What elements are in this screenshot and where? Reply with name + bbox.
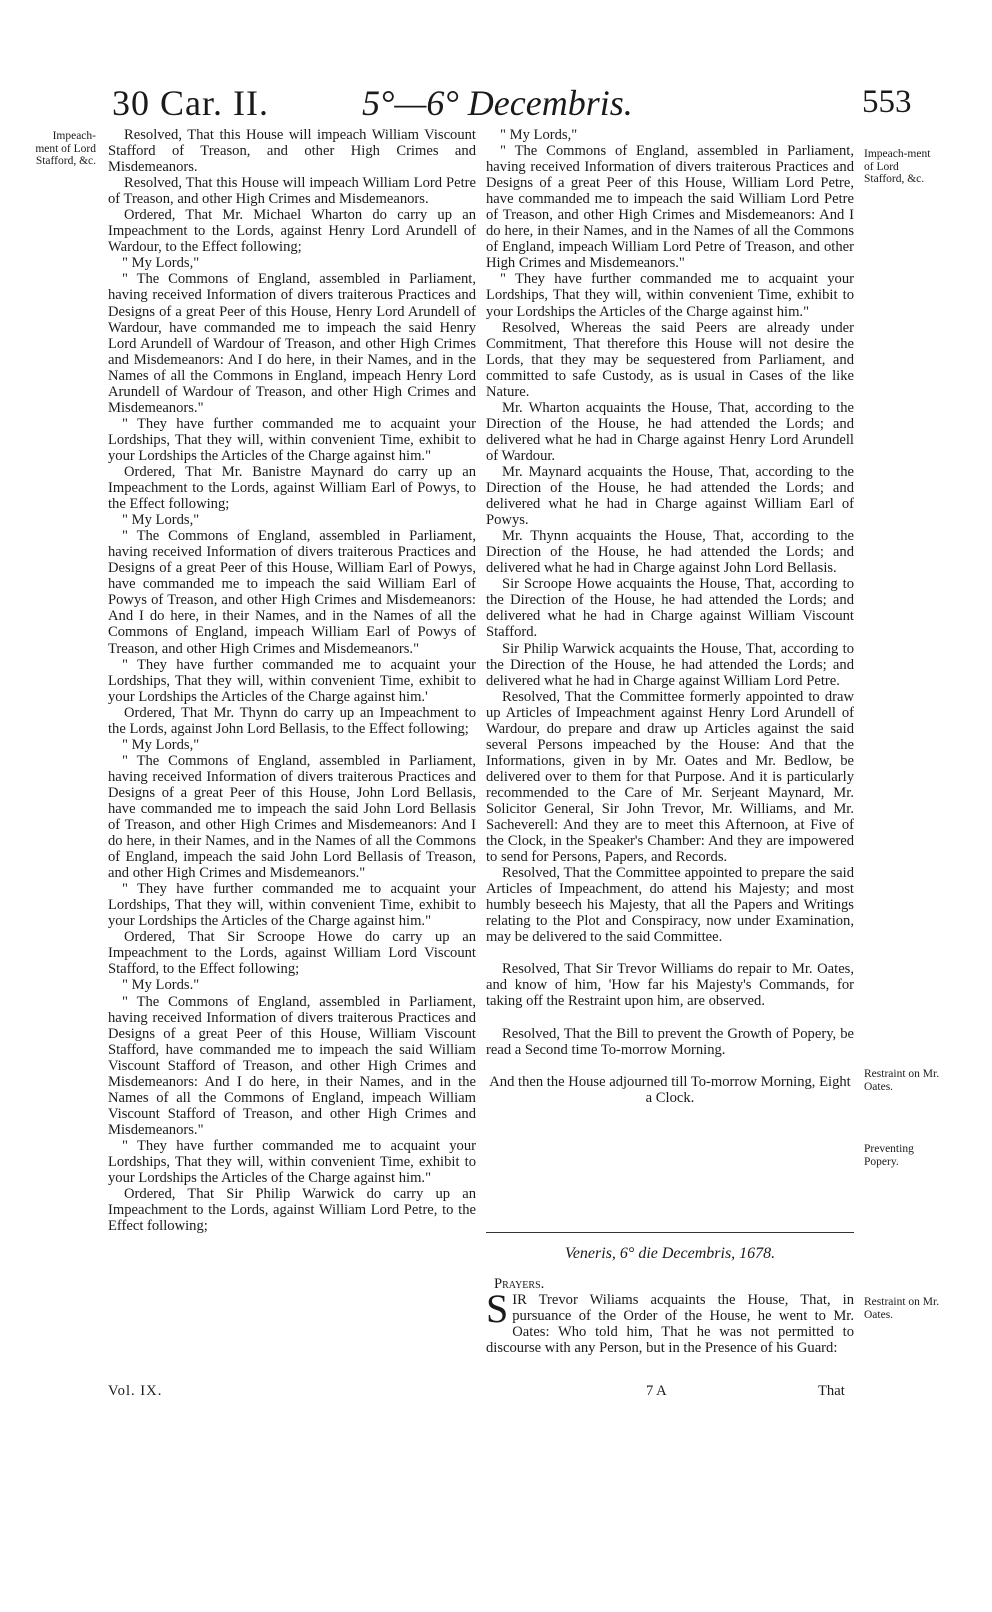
paragraph <box>486 1286 854 1357</box>
paragraph: Resolved, That the Committee formerly appointed to draw up Articles of Impeachment against Henry Lord Arundell of Wardour, do prepare and draw up Articles against the said several Persons impeached by the House: And that the Informations, given in by Mr. Oates and Mr. Bedlow, be delivered over to them for that Purpose. And it is particularly recommended to the Care of Mr. Serjeant Maynard, Mr. Solicitor General, Sir John Trevor, Mr. Williams, and Mr. Sacheverell: And they are to meet this Afternoon, at Five of the Clock, in the Speaker's Chamber: And they are impowered to send for Persons, Papers, and Records. <box>486 688 854 866</box>
paragraph: " They have further commanded me to acquaint your Lordships, That they will, within convenient Time, exhibit to your Lordships the Articles of the Charge against him." <box>108 1137 476 1187</box>
section-divider <box>486 1232 854 1233</box>
paragraph: Resolved, Whereas the said Peers are already under Commitment, That therefore this House will not desire the Lords, that they may be sequestered from Parliament, and committed to safe Custody, as is usual in Cases of the like Nature. <box>486 319 854 400</box>
paragraph: " They have further commanded me to acquaint your Lordships, That they will, within convenient Time, exhibit to your Lordships the Articles of the Charge against him." <box>108 415 476 464</box>
paragraph: Ordered, That Mr. Michael Wharton do carry up an Impeachment to the Lords, against Henry Lord Arundell of Wardour, to the Effect following; <box>108 207 476 256</box>
paragraph: Mr. Wharton acquaints the House, That, according to the Direction of the House, he had attended the Lords; and delivered what he had in Charge against Henry Lord Arundell of Wardour. <box>486 399 854 464</box>
running-head-regnal-year: 30 Car. II. <box>112 83 269 123</box>
margin-note-impeachment-left: Impeach-ment of Lord Stafford, &c. <box>35 130 96 167</box>
paragraph: " The Commons of England, assembled in Parliament, having received Information of divers traiterous Practices and Designs of a great Peer of this House, William Lord Petre, have commanded me to impeach the said William Lord Petre of Treason, and other High Crimes and Misdemeanors: And I do here, in their Names, and in the Names of all the Commons of England, impeach William Lord Petre of Treason, and other High Crimes and Misdemeanors." <box>486 143 854 272</box>
paragraph-text: IR Trevor Wiliams acquaints the House, That, in pursuance of the Order of the House, he went to Mr. Oates: Who told him, That he was not permitted to discourse with any Person, but in the Presence of his Guard: <box>486 1292 854 1357</box>
paragraph: Mr. Thynn acquaints the House, That, according to the Direction of the House, he had attended the Lords; and delivered what he had in Charge against John Lord Bellasis. <box>486 528 854 577</box>
paragraph: Ordered, That Mr. Banistre Maynard do carry up an Impeachment to the Lords, against William Earl of Powys, to the Effect following; <box>108 463 476 513</box>
paragraph: " My Lords." <box>122 977 200 994</box>
paragraph: Resolved, That this House will impeach William Viscount Stafford of Treason, and other High Crimes and Misdemeanors. <box>108 127 476 176</box>
paragraph: Sir Philip Warwick acquaints the House, That, according to the Direction of the House, he had attended the Lords; and delivered what he had in Charge against William Lord Petre. <box>486 640 854 689</box>
left-column <box>108 127 476 1234</box>
paragraph: " They have further commanded me to acquaint your Lordships, That they will, within convenient Time, exhibit to your Lordships the Articles of the Charge against him." <box>486 271 854 320</box>
paragraph: " My Lords," <box>122 255 200 272</box>
paragraph: Resolved, That this House will impeach William Lord Petre of Treason, and other High Crimes and Misdemeanors. <box>108 175 476 208</box>
paragraph: Sir Scroope Howe acquaints the House, That, according to the Direction of the House, he had attended the Lords; and delivered what he had in Charge against William Viscount Stafford. <box>486 576 854 641</box>
running-head-date: 5°—6° Decembris. <box>362 83 633 123</box>
paragraph: " They have further commanded me to acquaint your Lordships, That they will, within convenient Time, exhibit to your Lordships the Articles of the Charge against him." <box>108 881 476 930</box>
page-header <box>0 82 992 122</box>
page-number: 553 <box>862 84 912 120</box>
signature-mark: 7 A <box>646 1383 667 1399</box>
margin-note-restraint-oates-2: Restraint on Mr. Oates. <box>864 1296 940 1321</box>
right-column <box>486 127 854 1106</box>
paragraph: Resolved, That the Bill to prevent the Growth of Popery, be read a Second time To-morrow Morning. <box>486 1025 854 1058</box>
catchword: That <box>818 1383 845 1399</box>
paragraph: " They have further commanded me to acquaint your Lordships, That they will, within convenient Time, exhibit to your Lordships the Articles of the Charge against him.' <box>108 656 476 705</box>
paragraph: Resolved, That Sir Trevor Williams do repair to Mr. Oates, and know of him, 'How far his Majesty's Commands, for taking off the Restraint upon him, are observed. <box>486 961 854 1010</box>
paragraph: " My Lords," <box>500 127 578 143</box>
paragraph: Ordered, That Mr. Thynn do carry up an Impeachment to the Lords, against John Lord Bellasis, to the Effect following; <box>108 704 476 737</box>
paragraph: " The Commons of England, assembled in Parliament, having received Information of divers traiterous Practices and Designs of a great Peer of this House, William Viscount Stafford, have commanded me to impeach the said William Viscount Stafford of Treason, and other High Crimes and Misdemeanors: And I do here, in their Names, and in the Names of all the Commons of England, impeach William Viscount Stafford of Treason, and other High Crimes and Misdemeanors." <box>108 993 476 1138</box>
paragraph: " The Commons of England, assembled in Parliament, having received Information of divers traiterous Practices and Designs of a great Peer of this House, William Earl of Powys, have commanded me to impeach the said William Earl of Powys of Treason, and other High Crimes and Misdemeanors: And I do here, in their Names, and in the Names of all the Commons of England, impeach William Earl of Powys of Treason, and other High Crimes and Misdemeanors." <box>108 528 476 657</box>
new-day-section <box>486 1276 854 1356</box>
paragraph: Mr. Maynard acquaints the House, That, according to the Direction of the House, he had attended the Lords; and delivered what he had in Charge against William Earl of Powys. <box>486 463 854 529</box>
paragraph: " My Lords," <box>122 736 200 753</box>
volume-mark: Vol. IX. <box>108 1383 163 1399</box>
margin-note-restraint-oates: Restraint on Mr. Oates. <box>864 1068 940 1093</box>
margin-note-preventing-popery: Preventing Popery. <box>864 1143 914 1168</box>
paragraph: " The Commons of England, assembled in Parliament, having received Information of divers traiterous Practices and Designs of a great Peer of this House, John Lord Bellasis, have commanded me to impeach the said John Lord Bellasis of Treason, and other High Crimes and Misdemeanors: And I do here, in their Names, and in the Names of all the Commons of England, impeach the said John Lord Bellasis of Treason, and other High Crimes and Misdemeanors." <box>108 752 476 882</box>
paragraph: Resolved, That the Committee appointed to prepare the said Articles of Impeachment, do attend his Majesty; and most humbly beseech his Majesty, that all the Papers and Writings relating to the Plot and Conspiracy, now under Examination, may be delivered to the said Committee. <box>486 865 854 946</box>
adjournment-line: And then the House adjourned till To-morrow Morning, Eight a Clock. <box>489 1073 851 1106</box>
paragraph: Ordered, That Sir Scroope Howe do carry up an Impeachment to the Lords, against William Lord Viscount Stafford, to the Effect following; <box>108 929 476 978</box>
prayers-heading: Prayers. <box>494 1276 545 1292</box>
margin-note-impeachment-right: Impeach-ment of Lord Stafford, &c. <box>864 148 931 185</box>
paragraph: " My Lords," <box>122 512 200 529</box>
drop-cap: S <box>486 1286 509 1332</box>
day-heading: Veneris, 6° die Decembris, 1678. <box>564 1245 776 1262</box>
paragraph: Ordered, That Sir Philip Warwick do carry up an Impeachment to the Lords, against William Lord Petre, to the Effect following; <box>108 1186 476 1235</box>
paragraph: " The Commons of England, assembled in Parliament, having received Information of divers traiterous Practices and Designs of a great Peer of this House, Henry Lord Arundell of Wardour, have commanded me to impeach the said Henry Lord Arundell of Wardour of Treason, and other High Crimes and Misdemeanors: And I do here, in their Names, and in the Names of all the Commons in England, impeach Henry Lord Arundell of Wardour of Treason, and other High Crimes and Misdemeanors." <box>108 271 476 416</box>
